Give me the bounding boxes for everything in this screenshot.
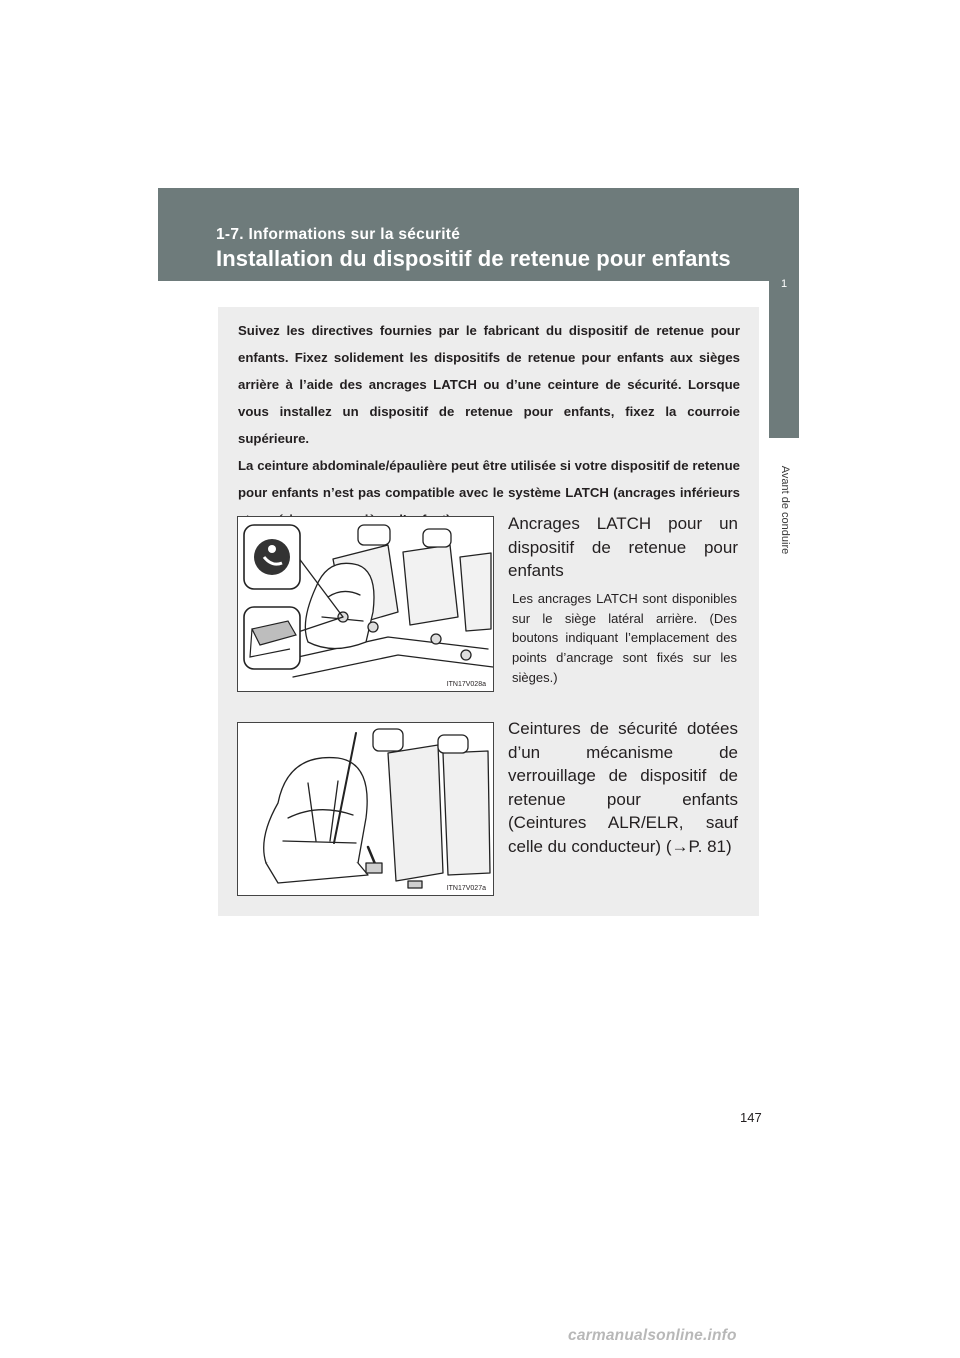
page-header bbox=[158, 188, 799, 281]
chapter-tab bbox=[769, 188, 799, 438]
section-heading-latch: Ancrages LATCH pour un dispositif de retenue pour enfants bbox=[508, 514, 738, 580]
page-number: 147 bbox=[740, 1110, 762, 1125]
page-title: Installation du dispositif de retenue pour enfants bbox=[216, 246, 731, 271]
section-heading-seatbelt: Ceintures de sécurité dotées d’un mécanisme de verrouillage de dispositif de retenue pour enfants (Ceintures ALR/ELR, sauf celle du conducteur) (→P. 81) bbox=[508, 719, 738, 856]
intro-text bbox=[238, 317, 740, 533]
chapter-label-text: Avant de conduire bbox=[779, 465, 791, 555]
child-seat-symbol-icon bbox=[254, 539, 290, 575]
seatbelt-installation-drawing bbox=[238, 723, 493, 895]
intro-paragraph-1: Suivez les directives fournies par le fabricant du dispositif de retenue pour enfants. Fixez solidement les dispositifs de retenue pour enfants aux sièges arrière à l’aide des ancrages LATCH ou d’une ceinture de sécurité. Lorsque vous installez un dispositif de retenue pour enfants, fixez la courroie supérieure. bbox=[238, 323, 740, 446]
figure-code: ITN17V027a bbox=[446, 885, 486, 892]
watermark: carmanualsonline.info bbox=[568, 1327, 737, 1344]
section-body-latch: Les ancrages LATCH sont disponibles sur le siège latéral arrière. (Des boutons indiquant l’emplacement des points d’ancrage sont fixés sur les sièges.) bbox=[512, 591, 737, 685]
chapter-label bbox=[776, 450, 794, 570]
intro-paragraph-2: La ceinture abdominale/épaulière peut être utilisée si votre dispositif de retenue pour enfants n’est pas compatible avec le système LATCH (ancrages inférieurs bbox=[238, 458, 740, 500]
seatbelt-installation-illustration bbox=[237, 722, 494, 896]
section-title: 1-7. Informations sur la sécurité bbox=[216, 226, 461, 243]
figure-code: ITN17V028a bbox=[446, 681, 486, 688]
chapter-number: 1 bbox=[780, 278, 788, 290]
latch-anchors-drawing bbox=[238, 517, 493, 691]
latch-anchors-illustration bbox=[237, 516, 494, 692]
